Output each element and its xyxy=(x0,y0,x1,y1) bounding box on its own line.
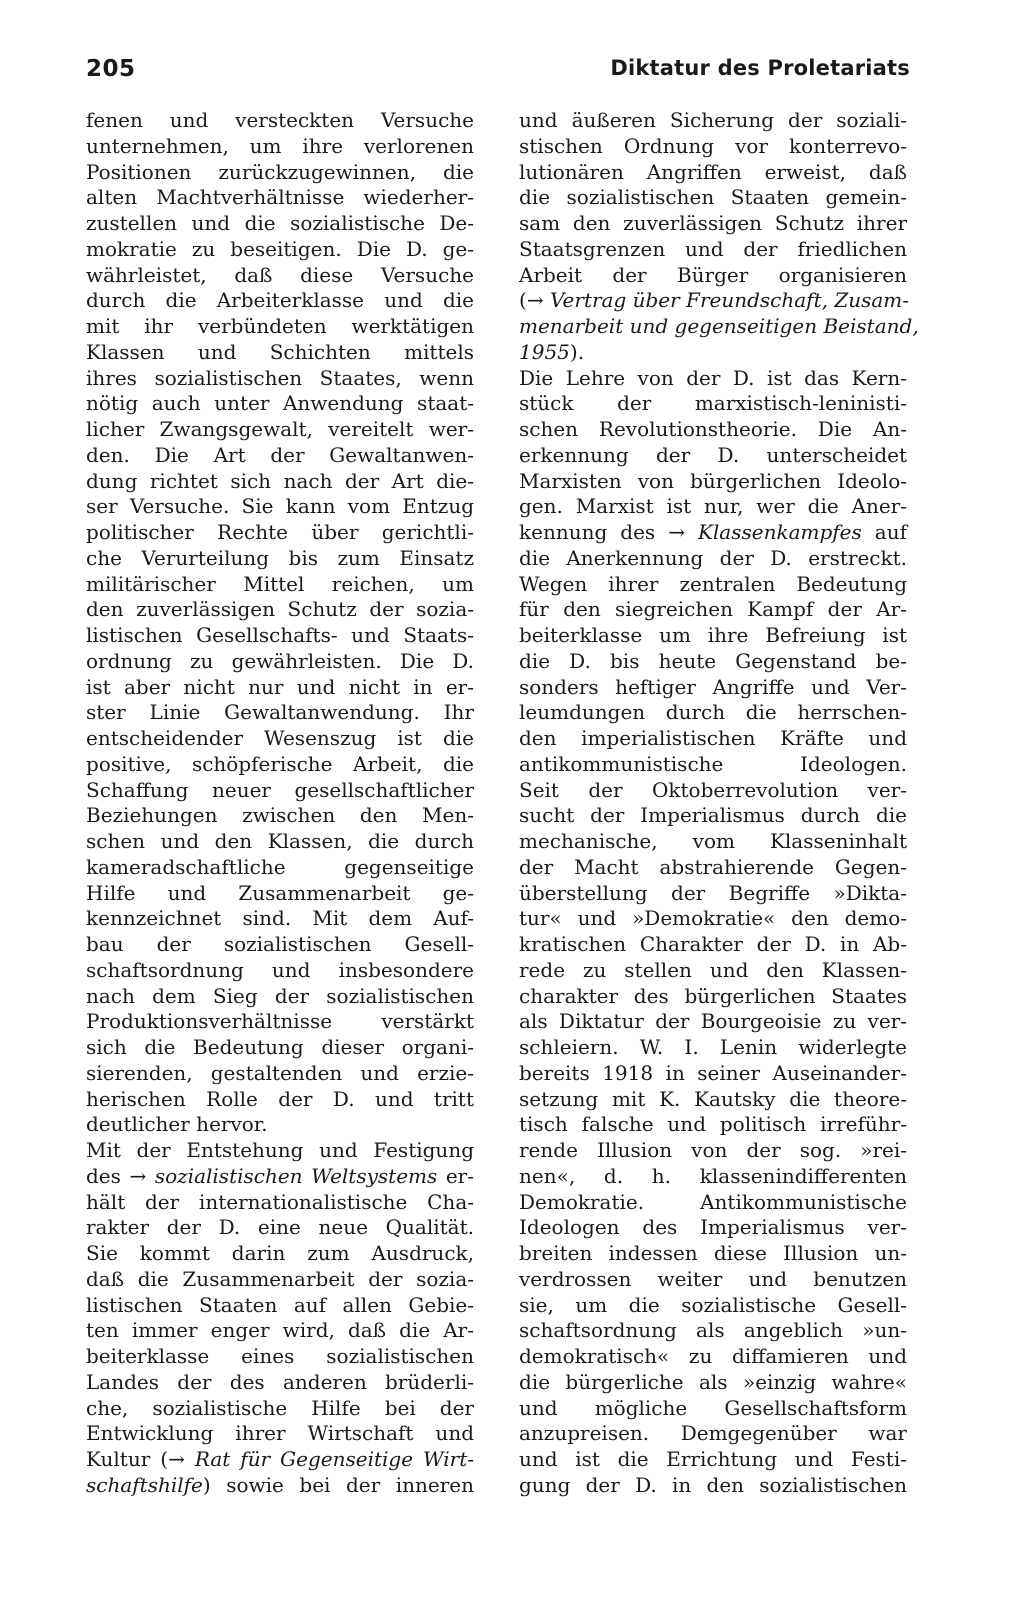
text-line: Landes der des anderen brüderli- xyxy=(86,1369,474,1394)
text-line: charakter des bürgerlichen Staates xyxy=(519,983,907,1008)
text-line: und ist die Errichtung und Festi- xyxy=(519,1447,907,1471)
text-line-with-reference xyxy=(519,314,919,340)
text-line: lutionären Angriffen erweist, daß xyxy=(519,159,907,184)
arrow-right-icon: → xyxy=(526,288,544,313)
text-line: ist aber nicht nur und nicht in er- xyxy=(86,674,474,699)
text-line: anzupreisen. Demgegenüber war xyxy=(519,1421,907,1446)
text-line: listischen Staaten auf allen Gebie- xyxy=(86,1292,474,1317)
text-line: entscheidender Wesenszug ist die xyxy=(86,726,474,750)
text-fragment: er- xyxy=(437,1163,474,1188)
text-line: Ideologen des Imperialismus ver- xyxy=(519,1215,907,1240)
text-line: bereits 1918 in seiner Auseinander- xyxy=(519,1060,907,1085)
arrow-right-icon: → xyxy=(168,1447,185,1471)
left-column xyxy=(86,108,474,1499)
text-line: Mit der Entstehung und Festigung xyxy=(86,1138,474,1162)
arrow-right-icon: → xyxy=(668,520,685,544)
text-line: ser Versuche. Sie kann vom Entzug xyxy=(86,494,474,519)
text-line: beiterklasse um ihre Befreiung ist xyxy=(519,623,907,647)
text-line: die sozialistischen Staaten gemein- xyxy=(519,185,907,210)
text-line: Marxisten von bürgerlichen Ideolo- xyxy=(519,468,907,493)
text-line: überstellung der Begriffe »Dikta- xyxy=(519,880,907,905)
text-line: die bürgerliche als »einzig wahre« xyxy=(519,1369,907,1394)
text-line: leumdungen durch die herrschen- xyxy=(519,700,907,725)
text-line: ster Linie Gewaltanwendung. Ihr xyxy=(86,700,474,725)
cross-reference-link[interactable]: Vertrag über Freundschaft, Zusam- xyxy=(549,288,910,313)
text-line: herischen Rolle der D. und tritt xyxy=(86,1086,474,1111)
text-line: Klassen und Schichten mittels xyxy=(86,339,474,364)
text-line: rende Illusion von der sog. »rei- xyxy=(519,1138,907,1162)
text-line: demokratisch« zu diffamieren und xyxy=(519,1344,907,1368)
text-line: beiterklasse eines sozialistischen xyxy=(86,1344,474,1368)
arrow-right-icon: → xyxy=(129,1163,147,1188)
text-fragment: ( xyxy=(519,288,527,313)
text-line: währleistet, daß diese Versuche xyxy=(86,262,474,287)
text-line: gen. Marxist ist nur, wer die Aner- xyxy=(519,494,907,519)
text-line: alten Machtverhältnisse wiederher- xyxy=(86,185,474,210)
text-fragment: Kultur ( xyxy=(86,1447,169,1471)
page-number: 205 xyxy=(86,56,136,82)
text-line: che, sozialistische Hilfe bei der xyxy=(86,1395,474,1420)
text-line: mechanische, vom Klasseninhalt xyxy=(519,829,907,853)
text-line: der Macht abstrahierende Gegen- xyxy=(519,854,907,879)
text-line: nach dem Sieg der sozialistischen xyxy=(86,983,474,1008)
text-line: stischen Ordnung vor konterrevo- xyxy=(519,133,907,158)
text-line: mokratie zu beseitigen. Die D. ge- xyxy=(86,236,474,261)
text-line: tisch falsche und politisch irreführ- xyxy=(519,1112,907,1137)
text-line: bau der sozialistischen Gesell- xyxy=(86,932,474,956)
text-line: tur« und »Demokratie« den demo- xyxy=(519,906,907,931)
text-fragment: auf xyxy=(861,520,907,544)
text-line: durch die Arbeiterklasse und die xyxy=(86,288,474,313)
text-line: Arbeit der Bürger organisieren xyxy=(519,262,907,287)
text-line: die D. bis heute Gegenstand be- xyxy=(519,648,907,673)
text-line: Positionen zurückzugewinnen, die xyxy=(86,159,474,184)
text-line: sucht der Imperialismus durch die xyxy=(519,803,907,828)
text-line: stück der marxistisch-leninisti- xyxy=(519,391,907,416)
text-line: Produktionsverhältnisse verstärkt xyxy=(86,1009,474,1034)
text-line: nen«, d. h. klassenindifferenten xyxy=(519,1163,907,1188)
text-fragment: ). xyxy=(569,339,585,364)
text-line: Staatsgrenzen und der friedlichen xyxy=(519,236,907,261)
running-head: Diktatur des Proletariats xyxy=(610,56,910,80)
text-line: rede zu stellen und den Klassen- xyxy=(519,957,907,982)
text-fragment: kennung des xyxy=(519,520,669,544)
text-line: rakter der D. eine neue Qualität. xyxy=(86,1215,474,1240)
text-line: daß die Zusammenarbeit der sozia- xyxy=(86,1266,474,1291)
cross-reference-link[interactable]: sozialistischen Weltsystems xyxy=(154,1163,438,1188)
text-line: ihres sozialistischen Staates, wenn xyxy=(86,365,474,390)
text-line: kameradschaftliche gegenseitige xyxy=(86,854,474,879)
text-line: gung der D. in den sozialistischen xyxy=(519,1472,907,1497)
text-line: Die Lehre von der D. ist das Kern- xyxy=(519,365,907,390)
text-line: die Anerkennung der D. erstreckt. xyxy=(519,545,907,570)
text-line-with-reference xyxy=(519,340,907,366)
text-line: che Verurteilung bis zum Einsatz xyxy=(86,545,474,570)
text-line: militärischer Mittel reichen, um xyxy=(86,571,474,596)
text-line: schen Revolutionstheorie. Die An- xyxy=(519,417,907,441)
text-line: dung richtet sich nach der Art die- xyxy=(86,468,474,493)
cross-reference-link[interactable]: Rat für Gegenseitige Wirt- xyxy=(194,1447,474,1471)
text-line: kratischen Charakter der D. in Ab- xyxy=(519,932,907,956)
text-line: setzung mit K. Kautsky die theore- xyxy=(519,1086,907,1111)
text-line: nötig auch unter Anwendung staat- xyxy=(86,391,474,416)
text-fragment: ) sowie bei der inneren xyxy=(202,1472,474,1497)
text-line: sie, um die sozialistische Gesell- xyxy=(519,1292,907,1317)
text-line: schaftsordnung als angeblich »un- xyxy=(519,1318,907,1343)
text-line: und mögliche Gesellschaftsform xyxy=(519,1395,907,1420)
text-line: Beziehungen zwischen den Men- xyxy=(86,803,474,828)
text-line: schleiern. W. I. Lenin widerlegte xyxy=(519,1035,907,1059)
text-line: deutlicher hervor. xyxy=(86,1112,268,1137)
text-line: verdrossen weiter und benutzen xyxy=(519,1266,907,1291)
right-column xyxy=(519,108,919,1499)
cross-reference-link[interactable]: schaftshilfe xyxy=(86,1472,203,1497)
cross-reference-link[interactable]: Klassenkampfes xyxy=(697,520,862,544)
text-line: als Diktatur der Bourgeoisie zu ver- xyxy=(519,1009,907,1034)
text-line: sam den zuverlässigen Schutz ihrer xyxy=(519,211,907,235)
text-line: schen und den Klassen, die durch xyxy=(86,829,474,853)
text-line: positive, schöpferische Arbeit, die xyxy=(86,751,474,776)
text-line-with-reference xyxy=(519,288,910,314)
text-line-with-reference xyxy=(86,1447,474,1473)
text-line: breiten indessen diese Illusion un- xyxy=(519,1241,907,1265)
text-line: Entwicklung ihrer Wirtschaft und xyxy=(86,1421,474,1446)
text-line: schaftsordnung und insbesondere xyxy=(86,957,474,982)
text-line: ordnung zu gewährleisten. Die D. xyxy=(86,648,474,673)
text-line: sonders heftiger Angriffe und Ver- xyxy=(519,674,907,699)
text-line: listischen Gesellschafts- und Staats- xyxy=(86,623,474,647)
text-line: hält der internationalistische Cha- xyxy=(86,1189,474,1214)
text-line: mit ihr verbündeten werktätigen xyxy=(86,314,474,338)
text-line: und äußeren Sicherung der soziali- xyxy=(519,108,907,132)
text-line: erkennung der D. unterscheidet xyxy=(519,442,907,467)
text-line: Seit der Oktoberrevolution ver- xyxy=(519,777,907,802)
text-line: fenen und versteckten Versuche xyxy=(86,108,474,132)
text-line-with-reference xyxy=(86,1473,474,1499)
text-line: Wegen ihrer zentralen Bedeutung xyxy=(519,571,907,596)
text-line-with-reference xyxy=(519,520,907,546)
text-line: antikommunistische Ideologen. xyxy=(519,751,907,776)
text-line: den. Die Art der Gewaltanwen- xyxy=(86,442,474,467)
cross-reference-link[interactable]: 1955 xyxy=(519,339,570,364)
text-line: Demokratie. Antikommunistische xyxy=(519,1189,907,1214)
text-line: Sie kommt darin zum Ausdruck, xyxy=(86,1241,474,1265)
text-line: Hilfe und Zusammenarbeit ge- xyxy=(86,880,474,905)
text-line: sierenden, gestaltenden und erzie- xyxy=(86,1060,474,1085)
text-line: sich die Bedeutung dieser organi- xyxy=(86,1035,474,1059)
text-line: zustellen und die sozialistische De- xyxy=(86,211,474,235)
text-line: kennzeichnet sind. Mit dem Auf- xyxy=(86,906,474,931)
cross-reference-link[interactable]: menarbeit und gegenseitigen Beistand, xyxy=(519,314,919,338)
text-line: für den siegreichen Kampf der Ar- xyxy=(519,597,907,622)
text-line: politischer Rechte über gerichtli- xyxy=(86,520,474,544)
text-line: den zuverlässigen Schutz der sozia- xyxy=(86,597,474,622)
text-line: licher Zwangsgewalt, vereitelt wer- xyxy=(86,417,474,441)
text-line: ten immer enger wird, daß die Ar- xyxy=(86,1318,474,1343)
text-line: den imperialistischen Kräfte und xyxy=(519,726,907,750)
text-line: Schaffung neuer gesellschaftlicher xyxy=(86,777,474,802)
text-line-with-reference xyxy=(86,1164,474,1190)
text-fragment: des xyxy=(86,1163,130,1188)
text-line: unternehmen, um ihre verlorenen xyxy=(86,133,474,158)
